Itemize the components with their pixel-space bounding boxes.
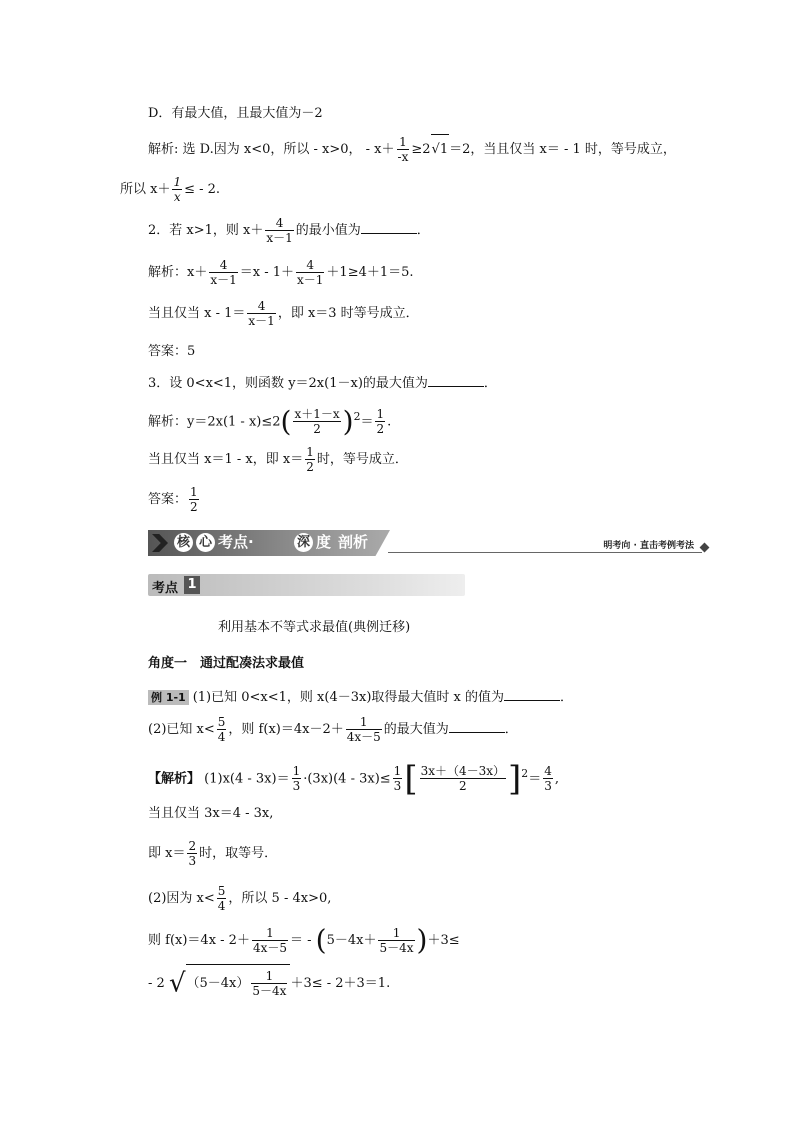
example-1-part-2 (148, 714, 518, 746)
text: (2)已知 x< (148, 722, 215, 737)
answer-label: 答案： (148, 492, 188, 507)
text: ． (504, 722, 518, 737)
numerator: 5 (217, 884, 226, 898)
answer-blank (361, 221, 417, 234)
numerator: 4 (296, 258, 324, 273)
banner-char-circle: 核 (174, 533, 193, 552)
solution-1-line-2 (120, 175, 220, 205)
text: ＝ (528, 771, 542, 787)
denominator: 2 (190, 500, 198, 514)
numerator: 1 (252, 926, 288, 941)
numerator: 1 (397, 135, 410, 150)
text: ． (483, 376, 497, 391)
fraction (217, 715, 227, 744)
text: ，即 x＝3 时等号成立． (277, 306, 419, 321)
answer-label: 答案： (148, 344, 188, 359)
text: 当且仅当 x - 1＝ (148, 306, 246, 321)
numerator: 1 (190, 485, 198, 499)
section-title: 利用基本不等式求最值(典例迁移) (218, 620, 411, 635)
analysis-line-5 (148, 924, 460, 958)
text: . (387, 414, 392, 430)
banner-subtitle: 明考向 · 直击考例考法 (603, 541, 694, 551)
numerator: 4 (265, 216, 293, 231)
kaodian-label: 考点 (152, 581, 179, 596)
sqrt-value: 1 (439, 142, 449, 157)
text: 所以 x＋ (120, 182, 171, 197)
fraction (292, 764, 302, 793)
text: ＋1≥4＋1＝5. (326, 265, 414, 280)
text: (1)x(4 - 3x)＝ (204, 771, 290, 787)
numerator: 2 (188, 839, 197, 853)
text: ． (560, 690, 574, 705)
example-1-part-1 (148, 688, 573, 706)
denominator: x－1 (210, 273, 237, 287)
paren-open: ( (315, 923, 327, 957)
denominator: 2 (458, 779, 467, 794)
denominator: 3 (393, 779, 402, 794)
fraction (247, 299, 275, 328)
numerator: x＋1－x (294, 407, 340, 422)
denominator: 4 (217, 899, 226, 913)
text: (1)已知 0<x<1，则 x(4－3x)取得最大值时 x 的值为 (192, 690, 504, 705)
paren-close: ) (416, 923, 428, 957)
fraction (209, 258, 237, 287)
text: 解析: 选 D.因为 (148, 142, 244, 157)
numerator: 4 (247, 299, 275, 314)
answer-fraction (189, 485, 199, 514)
banner-char-circle: 深 (294, 533, 313, 552)
text: ＝ - (290, 933, 316, 948)
fraction (393, 764, 403, 793)
denominator: 4x－5 (346, 730, 381, 744)
denominator: 5－4x (252, 984, 287, 998)
answer-2 (148, 344, 195, 360)
denominator: 4x－5 (252, 941, 287, 955)
banner-rule (388, 552, 702, 553)
analysis-line-6 (148, 964, 390, 1003)
denominator: 4 (217, 730, 226, 744)
kaodian-number: 1 (184, 576, 200, 594)
kaodian-header (148, 574, 465, 596)
solution-1-line-1 (148, 134, 676, 165)
numerator: 4 (209, 258, 237, 273)
fraction (172, 175, 182, 204)
text: ，所以 5 - 4x>0, (228, 891, 332, 906)
text: 时，取等号． (199, 846, 278, 861)
bracket-open: [ (404, 758, 418, 799)
fraction (265, 216, 293, 245)
numerator: 1 (346, 715, 382, 730)
denominator: 3 (188, 854, 197, 868)
analysis-label: 【解析】 (148, 771, 201, 787)
sqrt-sign: √ (168, 968, 186, 999)
fraction (217, 884, 227, 913)
numerator: 3x＋（4－3x） (420, 764, 506, 779)
angle-heading: 角度一 通过配凑法求最值 (148, 656, 305, 671)
denominator: 5－4x (379, 941, 414, 955)
denominator: 2 (376, 422, 385, 437)
text: x<0，所以 - x>0， - x＋ (243, 142, 395, 157)
exponent: 2 (521, 767, 529, 780)
text: ＋3≤ - 2＋3＝1. (290, 976, 391, 991)
text: 时，等号成立． (316, 452, 408, 467)
text: - 2 (148, 976, 165, 991)
diamond-icon (700, 543, 710, 553)
text: ． (416, 223, 430, 238)
text: ，则 f(x)＝4x－2＋ (228, 722, 344, 737)
answer-blank (449, 720, 505, 733)
numerator: 4 (544, 764, 552, 779)
answer-value: 5 (187, 344, 196, 359)
denominator: 2 (306, 460, 314, 474)
denominator: 3 (544, 779, 552, 794)
fraction (293, 407, 340, 436)
text: ≥2 (411, 142, 431, 157)
fraction (296, 258, 324, 287)
text: 3．设 0<x<1，则函数 y＝2x(1－x)的最大值为 (148, 376, 428, 391)
answer-blank (428, 374, 484, 387)
text: (2)因为 x< (148, 891, 215, 906)
numerator: 1 (292, 764, 301, 779)
analysis-line-2: 当且仅当 3x＝4 - 3x, (148, 806, 274, 821)
text: ＝2，当且仅当 x＝ - 1 时，等号成立， (449, 142, 676, 157)
denominator: 2 (313, 422, 321, 437)
fraction (252, 926, 288, 955)
analysis-line-3 (148, 839, 277, 869)
text: , (554, 771, 559, 787)
fraction (346, 715, 382, 744)
example-tag: 例 1-1 (148, 690, 189, 705)
banner-text: 剖析 (338, 533, 369, 551)
denominator: 3 (292, 779, 301, 794)
text: ＋3≤ (427, 933, 460, 948)
question-2 (148, 216, 430, 246)
option-d: D．有最大值，且最大值为－2 (148, 106, 323, 121)
text: ≤ - 2. (184, 182, 221, 197)
solution-2-line-1 (148, 258, 414, 288)
fraction (378, 926, 414, 955)
section-banner (148, 528, 708, 558)
fraction (251, 969, 287, 998)
text: 当且仅当 x＝1 - x，即 x＝ (148, 452, 304, 467)
analysis-line-4 (148, 884, 331, 914)
fraction (397, 135, 410, 164)
sqrt: √1 (431, 134, 450, 165)
text: 的最大值为 (383, 722, 449, 737)
fraction (187, 839, 197, 868)
banner-text: 度 (316, 533, 332, 551)
answer-blank (504, 688, 560, 701)
denominator: x－1 (266, 231, 293, 245)
bracket-close: ] (508, 758, 522, 799)
numerator: 1 (173, 175, 182, 189)
solution-3-line-1 (148, 400, 391, 439)
text: 5－4x＋ (326, 933, 377, 948)
solution-3-line-2 (148, 445, 408, 475)
denominator: x－1 (248, 314, 275, 328)
text: 的最小值为 (295, 223, 361, 238)
numerator: 1 (251, 969, 287, 984)
numerator: 1 (393, 764, 402, 779)
question-3 (148, 374, 497, 392)
numerator: 1 (378, 926, 414, 941)
answer-3 (148, 485, 201, 515)
numerator: 5 (217, 715, 226, 729)
exponent: 2 (353, 410, 361, 423)
denominator: -x (397, 150, 409, 164)
numerator: 1 (376, 407, 385, 422)
fraction (543, 764, 553, 793)
sqrt-body (186, 964, 291, 1003)
analysis-line-1 (148, 756, 559, 797)
text: 则 f(x)＝4x - 2＋ (148, 933, 250, 948)
text: 即 x＝ (148, 846, 186, 861)
solution-2-line-2 (148, 299, 419, 329)
denominator: x－1 (297, 273, 324, 287)
fraction (420, 764, 506, 793)
banner-text: 考点· (218, 533, 254, 551)
text: ＝ (360, 414, 374, 430)
paren-open: ( (280, 404, 292, 438)
text: 解析：y＝2x(1 - x)≤2 (148, 414, 281, 430)
numerator: 1 (306, 445, 314, 459)
fraction (375, 407, 385, 436)
paren-close: ) (342, 404, 354, 438)
text: 解析：x＋ (148, 265, 208, 280)
text: （5－4x） (186, 976, 250, 991)
text: 2．若 x>1，则 x＋ (148, 223, 264, 238)
text: ·(3x)(4 - 3x)≤ (303, 771, 391, 787)
denominator: x (173, 190, 181, 204)
text: ＝x - 1＋ (239, 265, 295, 280)
fraction (305, 445, 315, 474)
banner-char-circle: 心 (196, 533, 215, 552)
